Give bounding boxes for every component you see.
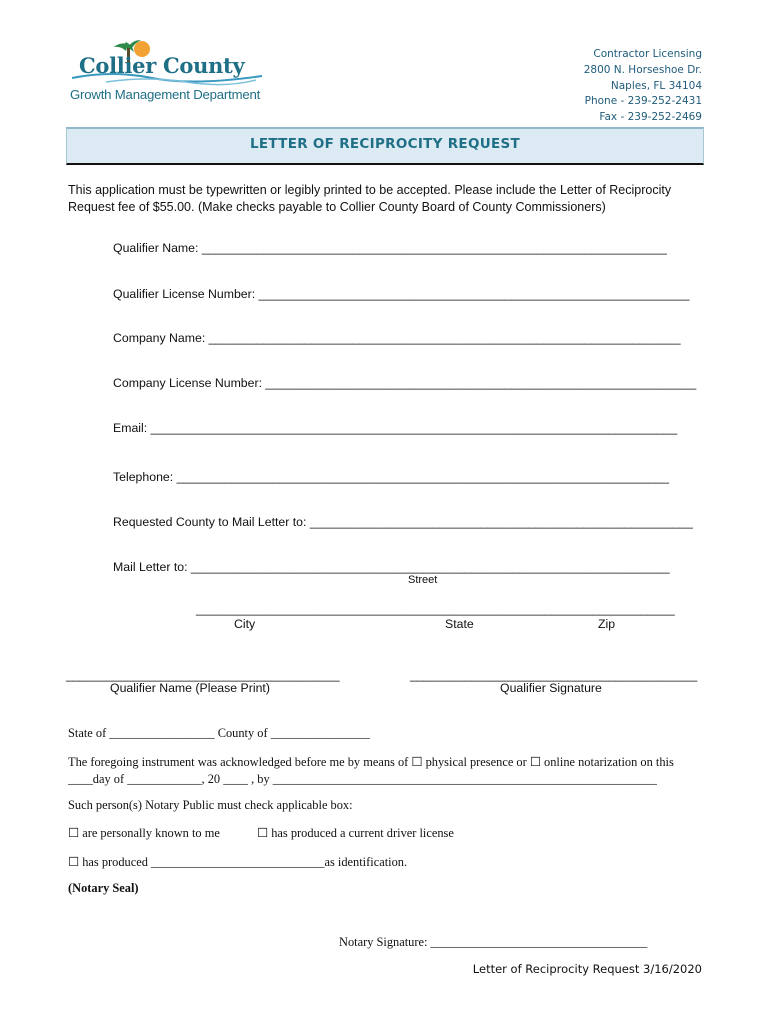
personally-known-checkbox[interactable]: ☐ are personally known to me [68,826,220,840]
email-field[interactable]: Email: _____________________________________________________________________________ [113,421,678,435]
logo-department: Growth Management Department [70,87,261,102]
produced-id-checkbox[interactable]: ☐ has produced ____________________________as identification. [68,855,408,869]
notary-check-prompt: Such person(s) Notary Public must check applicable box: [68,798,353,812]
title-banner [66,127,704,165]
state-county-line[interactable]: State of _________________ County of ________________ [68,726,370,740]
zip-label: Zip [598,617,616,631]
contact-address: 2800 N. Horseshoe Dr. [583,63,702,76]
intro-paragraph: This application must be typewritten or legibly printed to be accepted. Please include the Letter of Reciprocity Request fee of $55.00. (Make checks payable to Collier County Board of County Commissioners) [68,183,672,214]
company-license-field[interactable]: Company License Number: _______________________________________________________________ [113,376,697,390]
driver-license-checkbox[interactable]: ☐ has produced a current driver license [257,826,454,840]
notary-signature-line[interactable]: Notary Signature: ___________________________________ [339,935,648,949]
contact-phone: Phone - 239-252-2431 [584,95,702,108]
notary-seal-label: (Notary Seal) [68,881,139,895]
mail-letter-field[interactable]: Mail Letter to: ______________________________________________________________________ [113,560,670,574]
contact-block [584,47,702,126]
qualifier-print-line[interactable]: ________________________________________ [66,668,340,682]
city-label: City [234,617,256,631]
qualifier-name-field[interactable]: Qualifier Name: ____________________________________________________________________ [113,241,667,255]
state-label: State [445,617,474,631]
company-name-field[interactable]: Company Name: _____________________________________________________________________ [113,331,681,345]
acknowledgment-line-2[interactable]: ____day of ____________, 20 ____ , by ______________________________________________________________ [68,772,657,786]
qualifier-print-label: Qualifier Name (Please Print) [110,681,270,695]
qualifier-license-field[interactable]: Qualifier License Number: _______________________________________________________________ [113,287,690,301]
page-title: LETTER OF RECIPROCITY REQUEST [249,136,521,152]
contact-line: Contractor Licensing [593,48,702,60]
logo-title: Collier County [79,53,245,78]
city-state-zip-field[interactable]: ______________________________________________________________________ [196,602,675,616]
requested-county-field[interactable]: Requested County to Mail Letter to: ________________________________________________________ [113,515,693,529]
telephone-field[interactable]: Telephone: ________________________________________________________________________ [113,470,669,484]
qualifier-signature-label: Qualifier Signature [500,681,602,695]
footer-form-id: Letter of Reciprocity Request 3/16/2020 [472,962,702,976]
acknowledgment-line-1: The foregoing instrument was acknowledged before me by means of ☐ physical presence or ☐ online notarization on this [68,755,674,769]
contact-city: Naples, FL 34104 [610,79,702,92]
contact-fax: Fax - 239-252-2469 [599,111,702,124]
street-label: Street [408,574,438,586]
qualifier-signature-line[interactable]: __________________________________________ [410,668,698,682]
